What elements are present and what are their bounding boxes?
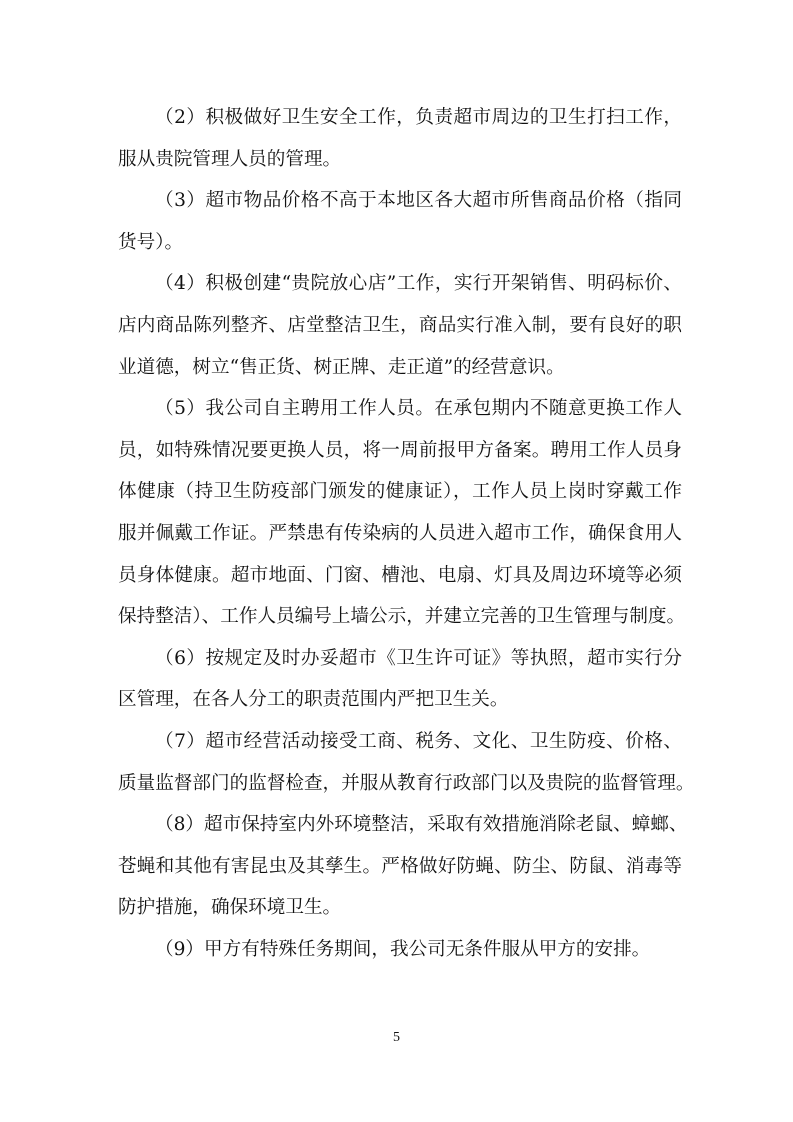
paragraph-line: 业道德，树立“售正货、树正牌、走正道”的经营意识。 <box>118 356 565 378</box>
paragraph-line: 区管理，在各人分工的职责范围内严把卫生关。 <box>118 689 509 711</box>
paragraph <box>118 97 682 180</box>
paragraph <box>118 638 682 721</box>
paragraph-line: （7）超市经营活动接受工商、税务、文化、卫生防疫、价格、 <box>155 730 682 752</box>
paragraph-line: 服从贵院管理人员的管理。 <box>118 148 342 170</box>
document-body <box>118 97 695 970</box>
paragraph-line: 质量监督部门的监督检查，并服从教育行政部门以及贵院的监督管理。 <box>118 772 695 794</box>
paragraph-line: 保持整洁）、工作人员编号上墙公示，并建立完善的卫生管理与制度。 <box>118 606 686 628</box>
paragraph-line: 服并佩戴工作证。严禁患有传染病的人员进入超市工作，确保食用人 <box>118 522 682 544</box>
paragraph <box>118 929 682 971</box>
paragraph-line: （2）积极做好卫生安全工作，负责超市周边的卫生打扫工作， <box>155 107 682 128</box>
paragraph-line: （9）甲方有特殊任务期间，我公司无条件服从甲方的安排。 <box>155 938 651 960</box>
paragraph-line: （4）积极创建“贵院放心店”工作，实行开架销售、明码标价、 <box>155 273 682 295</box>
paragraph-line: （3）超市物品价格不高于本地区各大超市所售商品价格（指同 <box>155 190 682 212</box>
paragraph-line: 防护措施，确保环境卫生。 <box>118 897 342 919</box>
paragraph-line: （5）我公司自主聘用工作人员。在承包期内不随意更换工作人 <box>155 398 682 420</box>
paragraph <box>118 804 688 929</box>
paragraph-line: 店内商品陈列整齐、店堂整洁卫生，商品实行准入制，要有良好的职 <box>118 314 682 336</box>
paragraph <box>118 388 686 638</box>
paragraph <box>118 263 682 388</box>
paragraph-line: 体健康（持卫生防疫部门颁发的健康证），工作人员上岗时穿戴工作 <box>118 481 682 503</box>
page-number: 5 <box>393 1030 400 1045</box>
paragraph <box>118 180 682 263</box>
paragraph <box>118 721 695 804</box>
paragraph-line: （8）超市保持室内外环境整洁，采取有效措施消除老鼠、蟑螂、 <box>155 814 688 836</box>
paragraph-line: 货号）。 <box>118 231 184 253</box>
paragraph-line: （6）按规定及时办妥超市《卫生许可证》等执照，超市实行分 <box>155 647 682 669</box>
paragraph-line: 员，如特殊情况要更换人员，将一周前报甲方备案。聘用工作人员身 <box>118 439 682 461</box>
paragraph-line: 员身体健康。超市地面、门窗、槽池、电扇、灯具及周边环境等必须 <box>118 564 682 586</box>
paragraph-line: 苍蝇和其他有害昆虫及其孳生。严格做好防蝇、防尘、防鼠、消毒等 <box>118 855 682 877</box>
